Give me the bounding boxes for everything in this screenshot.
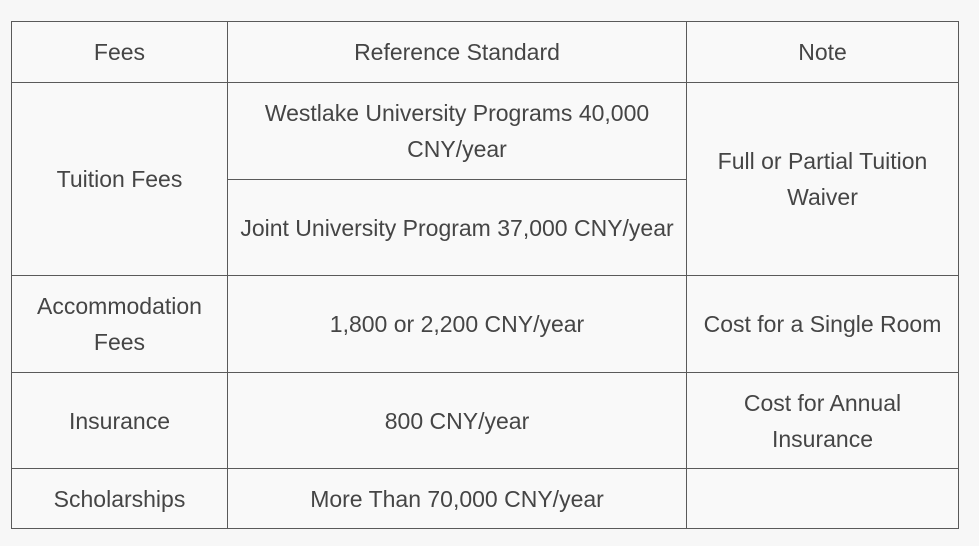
table-header-row [12, 22, 959, 83]
cell-insurance-label: Insurance [12, 373, 228, 469]
cell-scholarships-reference: More Than 70,000 CNY/year [228, 469, 687, 529]
cell-tuition-joint: Joint University Program 37,000 CNY/year [228, 180, 687, 276]
cell-insurance-reference: 800 CNY/year [228, 373, 687, 469]
table-row-tuition [12, 83, 959, 180]
cell-insurance-note: Cost for Annual Insurance [687, 373, 959, 469]
cell-scholarships-note [687, 469, 959, 529]
table-row-scholarships [12, 469, 959, 529]
cell-accommodation-note: Cost for a Single Room [687, 276, 959, 373]
header-note: Note [687, 22, 959, 83]
cell-accommodation-reference: 1,800 or 2,200 CNY/year [228, 276, 687, 373]
header-reference-standard: Reference Standard [228, 22, 687, 83]
cell-tuition-label: Tuition Fees [12, 83, 228, 276]
cell-scholarships-label: Scholarships [12, 469, 228, 529]
cell-tuition-note: Full or Partial Tuition Waiver [687, 83, 959, 276]
fees-table [11, 21, 959, 529]
header-fees: Fees [12, 22, 228, 83]
table-row-insurance [12, 373, 959, 469]
cell-tuition-westlake: Westlake University Programs 40,000 CNY/year [228, 83, 687, 180]
table-row-accommodation [12, 276, 959, 373]
cell-accommodation-label: Accommodation Fees [12, 276, 228, 373]
